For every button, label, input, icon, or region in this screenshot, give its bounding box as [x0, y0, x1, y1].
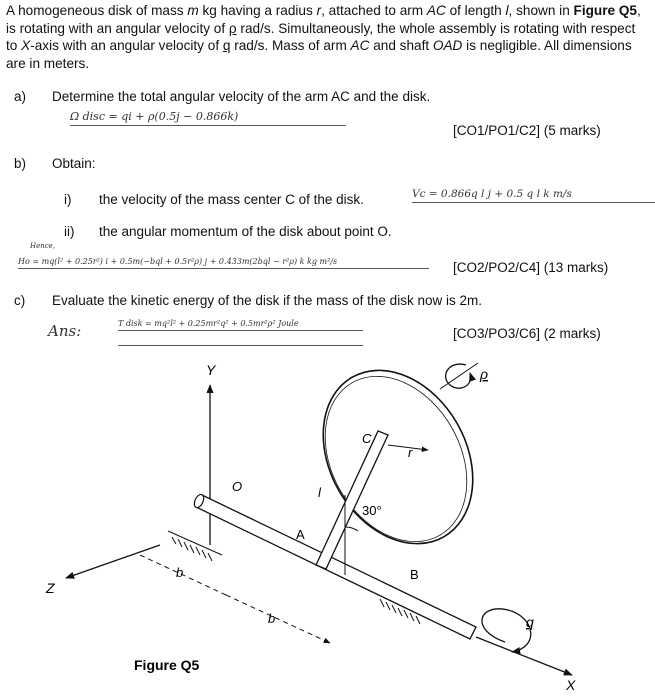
answer-b-ii-hence: Hence, [30, 242, 56, 250]
x-axis-label: X [566, 677, 576, 693]
answer-c: T disk = mq²l² + 0.25mr²q² + 0.5mr²ρ² Joule [118, 318, 363, 331]
angle-label: 30° [362, 503, 382, 518]
answer-c-label: Ans: [48, 322, 82, 340]
point-a-label: A [296, 527, 305, 542]
dimension-line-b2 [226, 595, 330, 643]
x-axis [476, 637, 572, 675]
radius-label: r [408, 445, 413, 460]
answer-a: Ω disc = qi + ρ(0.5j − 0.866k) [70, 109, 346, 126]
question-a-label: a) [14, 89, 27, 104]
q-label: q [526, 614, 534, 630]
marks-b: [CO2/PO2/C4] (13 marks) [453, 260, 609, 275]
z-axis-label: Z [46, 580, 55, 596]
q-rotation-arrow [482, 609, 531, 652]
point-o-label: O [232, 479, 243, 494]
angle-arc [345, 527, 358, 531]
z-axis [66, 545, 160, 578]
point-c-label: C [362, 431, 372, 446]
problem-statement: A homogeneous disk of mass m kg having a radius r, attached to arm AC of length l, shown in Figure Q5, is rotating with an angular velocity of ρ rad/s. Simultaneously, the whole assembly is rotating with respect to X-axis with an angular velocity of q rad/s. Mass of arm AC and shaft OAD is negligible. All dimensions are in meters. [6, 3, 641, 71]
y-axis-label: Y [206, 362, 216, 378]
answer-c-extra-line [118, 345, 363, 346]
question-b-ii-label: ii) [64, 224, 75, 239]
question-b-label: b) [14, 156, 27, 171]
marks-c: [CO3/PO3/C6] (2 marks) [453, 326, 601, 341]
question-c-label: c) [14, 293, 26, 308]
dimension-label-b2: b [268, 611, 276, 626]
rho-label: ρ [480, 366, 489, 382]
disk [293, 355, 503, 571]
marks-a: [CO1/PO1/C2] (5 marks) [453, 123, 601, 138]
figure-q5 [0, 355, 655, 700]
question-a-text: Determine the total angular velocity of the arm AC and the disk. [52, 89, 431, 104]
figure-caption: Figure Q5 [134, 657, 200, 673]
question-c-text: Evaluate the kinetic energy of the disk if the mass of the disk now is 2m. [52, 293, 482, 308]
dimension-label-b1: b [176, 565, 184, 580]
answer-b-i: Vc = 0.866q l j + 0.5 q l k m/s [412, 186, 655, 203]
question-b-i-label: i) [64, 192, 72, 207]
question-b-ii-text: the angular momentum of the disk about point O. [99, 224, 392, 239]
bearing-support-o [168, 531, 222, 561]
answer-b-ii: Ho = mq(l² + 0.25r²) i + 0.5m(−bql + 0.5r²ρ) j + 0.433m(2bql − r²ρ) k kg m²/s [18, 256, 429, 269]
arm-length-label: l [318, 485, 321, 500]
point-b-label: B [410, 567, 419, 582]
question-b-i-text: the velocity of the mass center C of the disk. [99, 192, 364, 207]
question-b-text: Obtain: [52, 156, 96, 171]
